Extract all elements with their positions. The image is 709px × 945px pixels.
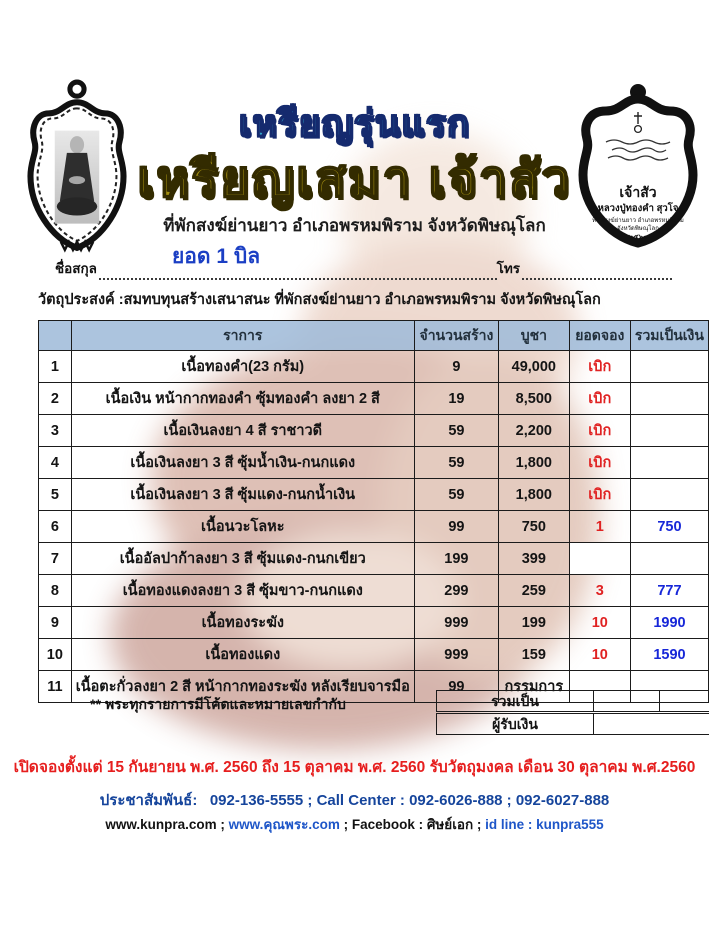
header-reserved: ยอดจอง [569, 321, 630, 351]
sum-reserved-entry[interactable] [593, 690, 659, 712]
temple-subtitle: ที่พักสงฆ์ย่านยาว อำเภอพรหมพิราม จังหวัดพิษณุโลก [163, 216, 546, 235]
emblem-temple-line: ที่พักสงฆ์ย่านยาว อำเภอพรหมพิราม [592, 218, 684, 224]
sum-label: รวมเป็น [436, 690, 593, 712]
title-sema-chaosua: เหรียญเสมา เจ้าสัว [137, 151, 572, 207]
quantity-made: 999 [414, 639, 498, 671]
header-total: รวมเป็นเงิน [630, 321, 708, 351]
item-name: เนื้อเงิน หน้ากากทองคำ ซุ้มทองคำ ลงยา 2 สี [71, 383, 414, 415]
price-baht: 49,000 [498, 351, 569, 383]
price-baht: 259 [498, 575, 569, 607]
quantity-made: 9 [414, 351, 498, 383]
purpose-text: วัตถุประสงค์ :สมทบทุนสร้างเสนาสนะ ที่พักสงฆ์ย่านยาว อำเภอพรหมพิราม จังหวัดพิษณุโลก [38, 292, 601, 308]
phone-label: โทร [496, 261, 520, 276]
table-row [39, 447, 709, 479]
website-khunphra[interactable]: www.คุณพระ.com [228, 817, 340, 832]
booking-period-text: เปิดจองตั้งแต่ 15 กันยายน พ.ศ. 2560 ถึง 15 ตุลาคม พ.ศ. 2560 รับวัตถุมงคล เดือน 30 ตุลาคม พ.ศ.2560 [13, 759, 696, 776]
reserved-entry[interactable]: เบิก [569, 447, 630, 479]
code-note: ** พระทุกรายการมีโค้ดและหมายเลขกำกับ [90, 696, 346, 712]
row-number: 2 [39, 383, 72, 415]
table-row [39, 607, 709, 639]
reserved-entry[interactable]: เบิก [569, 415, 630, 447]
total-amount-entry[interactable] [630, 383, 708, 415]
total-amount-entry[interactable] [630, 479, 708, 511]
table-row [39, 575, 709, 607]
separator: ; [216, 817, 229, 832]
name-label: ชื่อสกุล [55, 261, 97, 276]
item-name: เนื้อทองแดง [71, 639, 414, 671]
reserved-entry[interactable] [569, 543, 630, 575]
row-number: 9 [39, 607, 72, 639]
price-baht: กรรมการ [498, 671, 569, 703]
row-number: 11 [39, 671, 72, 703]
price-baht: 399 [498, 543, 569, 575]
item-name: เนื้ออัลปาก้าลงยา 3 สี ซุ้มแดง-กนกเขียว [71, 543, 414, 575]
table-row [39, 351, 709, 383]
total-amount-entry[interactable]: 750 [630, 511, 708, 543]
item-name: เนื้อเงินลงยา 4 สี ราชาวดี [71, 415, 414, 447]
reserved-entry[interactable]: 10 [569, 639, 630, 671]
separator: ; [473, 817, 486, 832]
reserved-entry[interactable]: เบิก [569, 479, 630, 511]
emblem-title: เจ้าสัว [619, 184, 657, 200]
contact-numbers: 092-136-5555 ; Call Center : 092-6026-888 ; 092-6027-888 [209, 792, 610, 809]
phone-input-line[interactable] [522, 260, 672, 280]
quantity-made: 299 [414, 575, 498, 607]
price-baht: 1,800 [498, 447, 569, 479]
reserved-entry[interactable]: เบิก [569, 351, 630, 383]
quantity-made: 59 [414, 479, 498, 511]
header-price: บูชา [498, 321, 569, 351]
price-baht: 2,200 [498, 415, 569, 447]
receiver-row [436, 713, 709, 735]
name-phone-line [55, 256, 672, 280]
total-amount-entry[interactable] [630, 351, 708, 383]
contact-line [0, 788, 709, 812]
reserved-entry[interactable]: 1 [569, 511, 630, 543]
item-name: เนื้อเงินลงยา 3 สี ซุ้มน้ำเงิน-กนกแดง [71, 447, 414, 479]
table-row [39, 479, 709, 511]
row-number: 6 [39, 511, 72, 543]
title-first-edition: เหรียญรุ่นแรก [238, 103, 471, 144]
quantity-made: 19 [414, 383, 498, 415]
price-baht: 1,800 [498, 479, 569, 511]
sum-row [436, 690, 709, 712]
row-number: 1 [39, 351, 72, 383]
sum-total-entry[interactable] [659, 690, 709, 712]
item-name: เนื้อทองระฆัง [71, 607, 414, 639]
header-item: ราการ [71, 321, 414, 351]
emblem-province-line: จังหวัดพิษณุโลก [617, 226, 659, 232]
item-name: เนื้อตะกั่วลงยา 2 สี หน้ากากทองระฆัง หลังเรียบจารมือ [71, 671, 414, 703]
weblinks-line [0, 813, 709, 835]
price-baht: 8,500 [498, 383, 569, 415]
item-name: เนื้อนวะโลหะ [71, 511, 414, 543]
quantity-made: 999 [414, 607, 498, 639]
quantity-made: 59 [414, 415, 498, 447]
table-row [39, 511, 709, 543]
header-number [39, 321, 72, 351]
item-name: เนื้อทองคำ(23 กรัม) [71, 351, 414, 383]
row-number: 5 [39, 479, 72, 511]
row-number: 3 [39, 415, 72, 447]
order-table [38, 320, 709, 703]
row-number: 4 [39, 447, 72, 479]
line-id[interactable]: id line : kunpra555 [485, 817, 604, 832]
reserved-entry[interactable]: 3 [569, 575, 630, 607]
row-number: 10 [39, 639, 72, 671]
emblem-year: ๒๕๖๐ [628, 234, 648, 241]
order-table-body [39, 351, 709, 703]
table-row [39, 383, 709, 415]
item-name: เนื้อทองแดงลงยา 3 สี ซุ้มขาว-กนกแดง [71, 575, 414, 607]
total-amount-entry[interactable]: 1590 [630, 639, 708, 671]
quantity-made: 59 [414, 447, 498, 479]
receiver-label: ผู้รับเงิน [436, 713, 593, 735]
price-baht: 199 [498, 607, 569, 639]
separator: ; [339, 817, 352, 832]
row-number: 8 [39, 575, 72, 607]
reserved-entry[interactable]: 10 [569, 607, 630, 639]
header-quantity: จำนวนสร้าง [414, 321, 498, 351]
quantity-made: 99 [414, 671, 498, 703]
table-row [39, 543, 709, 575]
reserved-entry[interactable]: เบิก [569, 383, 630, 415]
table-row [39, 639, 709, 671]
table-row [39, 415, 709, 447]
price-baht: 750 [498, 511, 569, 543]
website-kunpra[interactable]: www.kunpra.com [105, 817, 217, 832]
price-baht: 159 [498, 639, 569, 671]
facebook-handle[interactable]: Facebook : ศิษย์เอก [351, 817, 474, 832]
total-amount-entry[interactable]: 777 [630, 575, 708, 607]
total-amount-entry[interactable] [630, 447, 708, 479]
name-input-line[interactable] [99, 260, 497, 280]
contact-label: ประชาสัมพันธ์: [99, 792, 198, 809]
total-amount-entry[interactable] [630, 543, 708, 575]
item-name: เนื้อเงินลงยา 3 สี ซุ้มแดง-กนกน้ำเงิน [71, 479, 414, 511]
quantity-made: 99 [414, 511, 498, 543]
receiver-entry[interactable] [593, 713, 709, 735]
total-amount-entry[interactable] [630, 415, 708, 447]
quantity-made: 199 [414, 543, 498, 575]
table-header-row [39, 321, 709, 351]
bill-total-label: ยอด 1 บิล [172, 245, 261, 268]
row-number: 7 [39, 543, 72, 575]
total-amount-entry[interactable]: 1990 [630, 607, 708, 639]
emblem-monk-name: หลวงปู่ทองคำ สุวโจ [597, 203, 679, 214]
sema-coin-emblem [572, 82, 704, 254]
